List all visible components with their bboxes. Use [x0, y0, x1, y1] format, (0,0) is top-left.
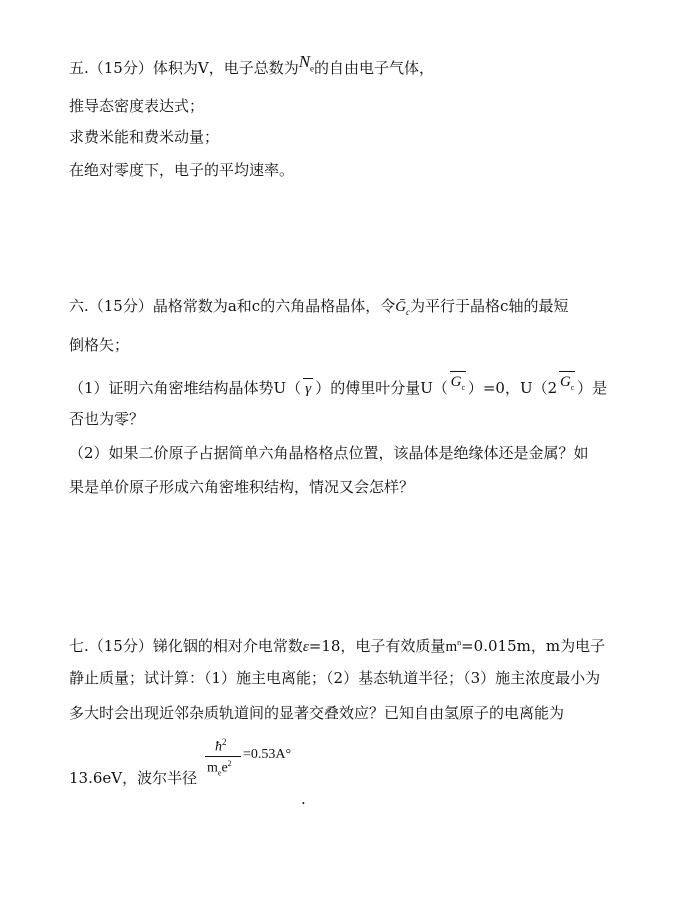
- q7-line-4: 13.6eV，波尔半径: [69, 769, 198, 787]
- q5-head: 五.（15分）体积为V，电子总数为: [69, 59, 299, 77]
- q6-part1-d: ）是: [577, 379, 608, 397]
- q5-title-line: [69, 52, 435, 84]
- q6-title-line: [69, 296, 568, 322]
- formula-value: =0.53A°: [243, 747, 292, 762]
- q6-part1-b: ）的傅里叶分量U（: [315, 379, 448, 397]
- q5-item-2: 求费米能和费米动量；: [69, 128, 220, 146]
- q7-title-line: [69, 633, 605, 657]
- q7-head: 七.（15分）锑化铟的相对介电常数: [69, 637, 303, 655]
- formula-numerator: $ħ^2$: [215, 737, 227, 755]
- q5-tail: 的自由电子气体，: [314, 59, 435, 77]
- formula-denominator: $m_ee^2$: [207, 759, 232, 778]
- q6-gc-symbol-1: $G_c$: [448, 372, 468, 398]
- q5-symbol-n: $N_e$: [298, 52, 315, 74]
- q7-epsilon-symbol: ε: [302, 639, 309, 655]
- q6-part2-line1: （2）如果二价原子占据简单六角晶格格点位置，该晶体是绝缘体还是金属？如: [69, 444, 589, 462]
- q7-end-period: .: [301, 790, 306, 808]
- formula-fraction-bar: [205, 756, 241, 757]
- q6-line-2: 倒格矢；: [69, 336, 130, 354]
- q7-line-3: 多大时会出现近邻杂质轨道间的显著交叠效应？已知自由氢原子的电离能为: [69, 704, 565, 722]
- q6-part1-line2: 否也为零？: [69, 410, 145, 428]
- q7-line-2: 静止质量；试计算：（1）施主电离能；（2）基态轨道半径；（3）施主浓度最小为: [69, 669, 601, 687]
- q6-head: 六.（15分）晶格常数为a和c的六角晶格晶体，令: [69, 297, 396, 315]
- q6-part1-c: ）=0，U（2: [467, 379, 558, 397]
- q6-part1-line1: [69, 374, 608, 405]
- q6-tail: 为平行于晶格c轴的最短: [410, 297, 569, 315]
- q6-symbol-g: Ḡ$_c$: [395, 299, 411, 317]
- q6-part1-a: （1）证明六角密堆结构晶体势U（: [69, 379, 302, 397]
- q7-m-value: =0.015m，m为电子: [461, 637, 606, 655]
- q7-m-symbol: $m^n$: [445, 638, 462, 655]
- q6-gc-symbol-2: $G_c$: [557, 372, 577, 398]
- q5-item-1: 推导态密度表达式；: [69, 97, 205, 115]
- q7-eps-value: =18，电子有效质量: [308, 637, 446, 655]
- bohr-radius-formula: [205, 737, 297, 785]
- q5-item-3: 在绝对零度下，电子的平均速率。: [69, 161, 295, 179]
- q6-part2-line2: 果是单价原子形成六角密堆积结构，情况又会怎样？: [69, 478, 415, 496]
- q6-gamma-symbol: γ: [301, 379, 315, 399]
